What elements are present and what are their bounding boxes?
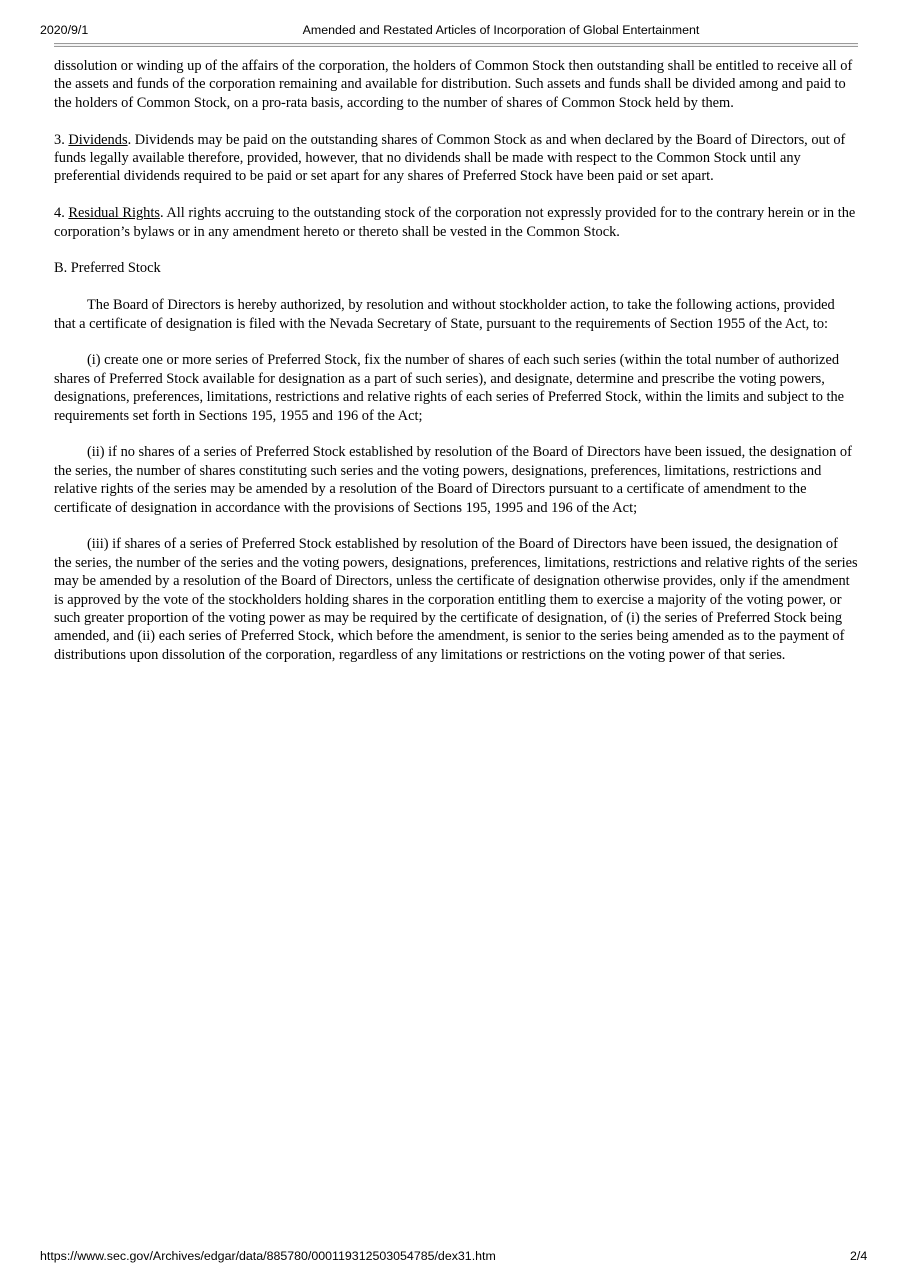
document-body [54,57,859,683]
print-date: 2020/9/1 [40,23,89,37]
dividends-paragraph [54,131,859,186]
dividends-heading: Dividends [68,131,128,148]
dividends-text: . Dividends may be paid on the outstanding shares of Common Stock as and when declared by the Board of Directors, out of funds legally available therefore, provided, however, that no dividends shall be made with respect to the Common Stock until any preferential dividends required to be paid or set apart for any shares of Preferred Stock have been paid or set apart. [54,131,846,185]
source-url: https://www.sec.gov/Archives/edgar/data/885780/000119312503054785/dex31.htm [40,1249,496,1263]
residual-rights-paragraph [54,204,859,241]
residual-rights-number: 4. [54,205,69,222]
preferred-stock-heading: B. Preferred Stock [54,260,161,277]
residual-rights-text: . All rights accruing to the outstanding stock of the corporation not expressly provided for to the contrary herein or in the corporation’s bylaws or in any amendment hereto or thereto shall be vested in the Common Stock. [54,205,856,240]
clause-i-paragraph: (i) create one or more series of Preferred Stock, fix the number of shares of each such series (within the total number of authorized shares of Preferred Stock available for designation as a part of such series), and designate, determine and prescribe the voting powers, designations, preferences, limitations, restrictions and relative rights of each series of Preferred Stock, within the limits and subject to the requirements set forth in Sections 195, 1955 and 196 of the Act; [54,352,845,424]
clause-ii-paragraph: (ii) if no shares of a series of Preferred Stock established by resolution of the Board of Directors have been issued, the designation of the series, the number of shares constituting such series and the voting powers, designations, preferences, limitations, restrictions and relative rights of the series may be amended by a resolution of the Board of Directors pursuant to a certificate of amendment to the certificate of designation in accordance with the provisions of Sections 195, 1995 and 196 of the Act; [54,444,852,516]
continuation-paragraph: dissolution or winding up of the affairs of the corporation, the holders of Common Stock then outstanding shall be entitled to receive all of the assets and funds of the corporation remaining and available for distribution. Such assets and funds shall be divided among and paid to the holders of Common Stock, on a pro-rata basis, according to the number of shares of Common Stock held by them. [54,58,853,111]
clause-iii-paragraph: (iii) if shares of a series of Preferred Stock established by resolution of the Board of Directors have been issued, the designation of the series, the number of the series and the voting powers, designations, preferences, limitations, restrictions and relative rights of the series may be amended by a resolution of the Board of Directors, unless the certificate of designation otherwise provides, only if the amendment is approved by the vote of the stockholders holding shares in the corporation entitling them to exercise a majority of the voting power, or such greater proportion of the voting power as may be required by the certificate of designation, of (i) the series of Preferred Stock being amended, and (ii) each series of Preferred Stock, which before the amendment, is senior to the series being amended as to the payment of distributions upon dissolution of the corporation, regardless of any limitations or restrictions on the voting power of that series. [54,536,858,663]
dividends-number: 3. [54,131,69,148]
residual-rights-heading: Residual Rights [68,205,160,222]
header-rule [54,43,858,47]
preferred-intro-paragraph: The Board of Directors is hereby authorized, by resolution and without stockholder action, to take the following actions, provided that a certificate of designation is filed with the Nevada Secretary of State, pursuant to the requirements of Section 1955 of the Act, to: [54,297,835,332]
document-title: Amended and Restated Articles of Incorporation of Global Entertainment [302,23,700,37]
page-number: 2/4 [850,1249,868,1263]
